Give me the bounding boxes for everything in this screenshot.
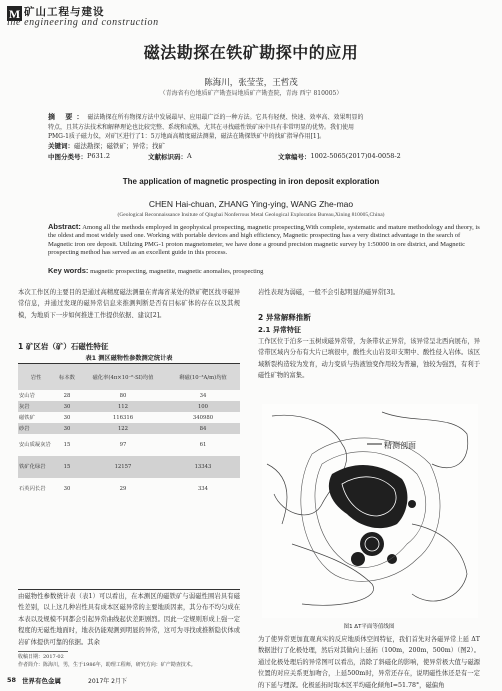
abstract-cn (48, 112, 478, 142)
article-no-label: 文章编号： (278, 153, 311, 161)
delta-t-contour-map (262, 404, 478, 618)
table-cell: 334 (197, 486, 209, 492)
table-cell: 340980 (192, 414, 214, 421)
section-1-heading: 1 矿区岩（矿）石磁性特征 (18, 342, 109, 351)
abstract-cn-line: PMG-1质子磁力仪，对矿区进行了1：5万地面高精度磁法测量，磁法在勘探铁矿中的找矿指导作用[1]。 (48, 133, 326, 141)
abstract-label-cn: 摘 要： (48, 112, 88, 121)
anomaly-body (351, 552, 365, 566)
table-cell: 30 (54, 423, 80, 434)
article-title-cn: 磁法勘探在铁矿勘探中的应用 (143, 43, 359, 62)
table-cell: 84 (166, 423, 240, 434)
keywords-cn-value: 磁法勘探；磁铁矿；异常；找矿 (74, 142, 165, 150)
article-no-value: 1002-5065(2017)04-0058-2 (310, 152, 401, 160)
journal-name: 世界有色金属 (22, 677, 61, 685)
table-cell: 30 (54, 401, 80, 412)
magnetic-property-table (18, 364, 240, 500)
table-row (18, 423, 240, 434)
affiliation-cn: （青海省有色地质矿产勘查局地质矿产勘查院，青海 西宁 810005） (159, 90, 343, 97)
class-label: 中图分类号： (48, 153, 87, 161)
footnote-rule (18, 651, 68, 652)
table-header-cell: 标本数 (54, 364, 80, 390)
table-cell: 61 (199, 442, 207, 448)
abstract-label-en: Abstract: (48, 222, 81, 231)
table-row (18, 401, 240, 412)
table-cell: 铁矿化绿岩 (18, 456, 54, 478)
doc-code-value: A (187, 152, 192, 160)
table-cell: 石英闪长岩 (19, 486, 46, 492)
table-header-cell: 岩性 (18, 364, 54, 390)
table-row (18, 390, 240, 401)
abstract-cn-line: 磁法勘探在所有物探方法中发展最早、应用最广泛的一种方法。它具有轻便、快速、效率高、效果明显的 (87, 114, 364, 121)
table-cell: 112 (80, 401, 166, 412)
authors-en: CHEN Hai-chuan, ZHANG Ying-ying, WANG Zhe-mao (148, 199, 354, 209)
keywords-label-cn: 关键词： (48, 142, 74, 150)
keywords-en-value: magnetic prospecting, magnetite, magnetic anomalies, prospecting (90, 268, 264, 275)
logo-glyph: M (8, 7, 21, 21)
table-cell: 97 (119, 442, 127, 448)
table-row (18, 412, 240, 423)
journal-section-subtitle: ine engineering and construction (7, 17, 159, 28)
figure-label: 精测剖面 (384, 441, 416, 450)
abstract-cn-line: 特点，且其方法技术和解释理论也比较完整、系统和成熟，尤其在寻找磁性铁矿床中具有非常明显的优势。我们使用 (48, 123, 355, 131)
table-cell: 116316 (112, 414, 134, 421)
footnote (18, 653, 240, 669)
class-value: P631.2 (87, 152, 110, 160)
table-cell: 30 (63, 486, 71, 492)
section-2-heading: 2 异常解释推断 (258, 313, 311, 322)
page-number: 58 (7, 676, 17, 684)
abstract-en (48, 223, 480, 258)
table-header-cell: 剩磁(10⁻³A/m)均值 (166, 364, 240, 390)
issue-date: 2017年 2月下 (88, 678, 127, 685)
table-cell: 100 (166, 401, 240, 412)
processing-paragraph: 为了使异常更加直观真实的反应地质体空间特征，我们首先对各磁异常上延 ΔT 数据进行了化极处理，然后对其做向上延拓（100m，200m，500m）（图2）。通过化极处理后的异常图可以看出，消除了斜磁化的影响，使异常极大值与磁源位置的对应关系更加吻合，上延500m时，异常还存在，说明磁性体还是有一定的下延与埋深。化极延拓时取本区平均磁化倾角I=51.78°，磁偏角 (258, 636, 480, 689)
table-cell: 34 (199, 392, 207, 399)
article-title-en: The application of magnetic prospecting in iron deposit exploration (122, 177, 380, 186)
table-cell: 12157 (80, 456, 166, 478)
table-row (18, 478, 240, 500)
anomaly-body (360, 532, 384, 556)
footer-bar (0, 676, 502, 686)
anomaly-features-paragraph: 工作区位于泊多一玉树成磁异常带，为条带状正异常，该异常呈北西向展布，异常带区域内分布有大片已填很中，酸性火山岩及印支期中、酸性侵入岩体。该区域断裂构造较为发育，动力变质与热液蚀变作用较为普遍，蚀较为强烈，有利于磁性矿物的富集。 (258, 338, 480, 380)
table-cell: 砂岩 (18, 423, 54, 434)
table-bottom-rule (18, 589, 240, 590)
table-cell: 安山岩 (19, 392, 35, 399)
journal-section-title: 矿山工程与建设 (24, 6, 105, 18)
table-cell: 灰岩 (18, 401, 54, 412)
keywords-en (48, 266, 480, 275)
table-cell: 15 (54, 456, 80, 478)
authors-cn: 陈海川，张莹莹，王哲茂 (204, 78, 298, 88)
anomaly-body (408, 500, 416, 508)
intro-paragraph: 本次工作区的主要目的是通过高精度磁法测量在青海省某处的铁矿靶区找寻磁异常信息，并通过发现的磁异常信息来推测判断是否有目标矿体的存在以及其规模，为地质下一步如何推进工作提供依据、建议[2]。 (18, 289, 240, 319)
table-row (18, 434, 240, 456)
figure-caption: 图1 ΔT平面等值线图 (343, 624, 395, 630)
table-header-row (18, 364, 240, 390)
keywords-cn (48, 141, 165, 150)
keywords-label-en: Key words: (48, 266, 89, 275)
table-cell: 122 (80, 423, 166, 434)
doc-code-label: 文献标识码： (148, 153, 187, 161)
abstract-en-text: Among all the methods employed in geophysical prospecting, magnetic prospecting,With complete, systematic and mature methodology and theory, is the oldest and most widely used one. Working with portable devices and high efficiency, Magnetic prospecting has a very distinct advantage in the search of Magnetic iron ore deposit. Utilizing PMG-1 proton magnetometer, we have done a ground precision magnetic survey by 1:50000 in ore district, and Magnetic prospecting method has served as an excellent guide in this process. (48, 224, 480, 257)
table-header-cell: 磁化率(4π×10⁻⁶·SI)均值 (80, 364, 166, 390)
table-cell: 15 (63, 442, 71, 448)
affiliation-en: (Geological Reconnaissance Insitute of Qinghai Nonferrous Metal Geological Exploration Bureau,Xining 810005,China) (117, 212, 385, 218)
table-cell: 80 (119, 392, 127, 399)
table-row (18, 456, 240, 478)
table-cell: 磁铁矿 (19, 414, 35, 421)
footnote-author: 作者简介：陈海川，男，生于1986年，助理工程师，研究方向：矿产勘查技术。 (18, 662, 196, 668)
table-cell: 13343 (166, 456, 240, 478)
continued-paragraph: 岩性表现为弱磁，一般不会引起明显的磁异常[3]。 (258, 289, 400, 296)
footnote-received: 收稿日期：2017-02 (18, 654, 64, 660)
table-cell: 安山质凝灰岩 (19, 442, 51, 448)
table-cell: 30 (63, 414, 71, 421)
section-2-1-heading: 2.1 异常特征 (258, 326, 301, 334)
table-discussion-paragraph: 由磁物性参数统计表（表1）可以看出，在本测区的磁铁矿与弱磁性围岩具有磁性差别，以上这几种岩性具有成本区磁异常的主要地质因素，其分布不均匀成在本表以及规模不同都会引起异常曲线起伏差距剧烈。因此一定规则形成上强一定程度的无磁性地面时，地表仍能观测到明显的异常，这可为寻找或推断隐伏体或岩矿体提供可靠的依据。其余 (18, 593, 240, 646)
table-caption: 表1 测区磁物性参数测定统计表 (85, 355, 173, 362)
table-cell: 29 (119, 486, 127, 492)
table-cell: 28 (63, 392, 71, 399)
